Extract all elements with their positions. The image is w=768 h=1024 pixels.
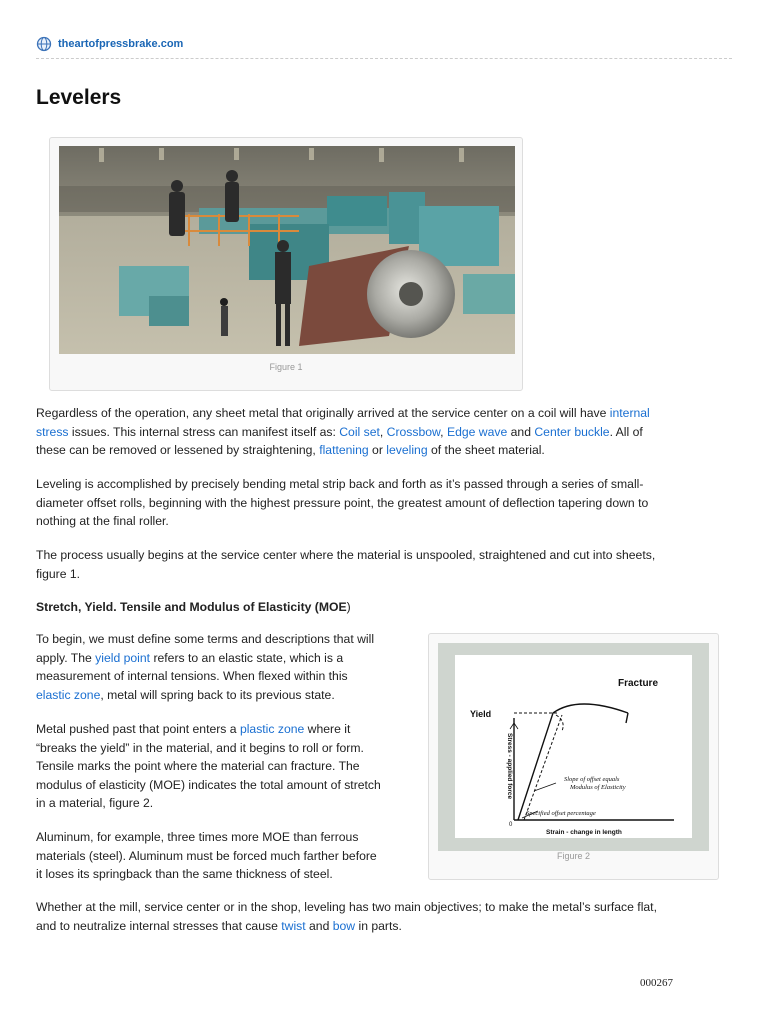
link-edge-wave[interactable]: Edge wave [446, 424, 508, 439]
figure-1-caption: Figure 1 [269, 362, 303, 372]
figure-2 [428, 633, 719, 880]
paragraph-intro: Regardless of the operation, any sheet metal that originally arrived at the service center on a coil will have internal stress issues. This internal stress can manifest itself as: Coil set, Crossbow, Edge wave and Center buckle. All of these can be removed or lessened by straightening, flattening or leveling of the sheet material. [36, 406, 650, 458]
link-center-buckle[interactable]: Center buckle [534, 424, 610, 439]
section-heading: Stretch, Yield. Tensile and Modulus of Elasticity (MOE) [36, 600, 351, 614]
figure-1 [49, 137, 523, 391]
label-y-axis: Stress - applied force [506, 733, 513, 800]
label-offset: Specified offset percentage [526, 810, 596, 817]
paragraph-leveling: Leveling is accomplished by precisely bending metal strip back and forth as it’s passed through a series of small- diameter offset rolls, beginning with the highest pressure point, the greatest amount of deflection tapering down to nothing at the final roller. [36, 477, 649, 529]
link-elastic-zone[interactable]: elastic zone [36, 687, 101, 702]
figure-2-diagram [438, 643, 709, 851]
paragraph-aluminum: Aluminum, for example, three times more MOE than ferrous materials (steel). Aluminum must be forced much farther before it loses its springback than the same thickness of steel. [36, 830, 377, 882]
link-crossbow[interactable]: Crossbow [386, 424, 441, 439]
link-internal-stress-2[interactable]: stress [36, 424, 69, 439]
label-slope: Slope of offset equals [564, 776, 620, 783]
site-header [36, 36, 183, 52]
link-flattening[interactable]: flattening [319, 443, 369, 458]
paragraph-definitions: To begin, we must define some terms and descriptions that will apply. The yield point refers to an elastic state, which is a measurement of internal tensions. When flexed within this elastic zone, metal will spring back to its previous state. [36, 632, 375, 702]
figure-2-caption: Figure 2 [556, 851, 591, 861]
label-yield: Yield [470, 709, 492, 719]
label-origin: 0 [509, 822, 513, 828]
site-link[interactable]: theartofpressbrake.com [58, 38, 184, 50]
paragraph-process: The process usually begins at the service center where the material is unspooled, straightened and cut into sheets, figure 1. [36, 548, 656, 581]
link-yield-point[interactable]: yield point [95, 650, 151, 665]
link-internal-stress[interactable]: internal [609, 406, 650, 420]
header-divider [36, 58, 732, 59]
page-title: Levelers [36, 86, 122, 109]
link-twist[interactable]: twist [281, 918, 306, 933]
globe-icon [36, 36, 52, 52]
paragraph-objectives: Whether at the mill, service center or in the shop, leveling has two main objectives; to make the metal’s surface flat, and to neutralize internal stresses that cause twist and bow in parts. [36, 900, 657, 933]
label-x-axis: Strain - change in length [546, 829, 622, 836]
link-plastic-zone[interactable]: plastic zone [239, 722, 305, 736]
link-coil-set[interactable]: Coil set [339, 424, 380, 439]
label-modulus: Modulus of Elasticity [570, 784, 626, 791]
link-bow[interactable]: bow [332, 918, 356, 933]
page-number: 000267 [640, 977, 673, 989]
label-fracture: Fracture [618, 678, 659, 689]
paragraph-plastic-zone: Metal pushed past that point enters a plastic zone where it “breaks the yield” in the material, and it begins to roll or form. Tensile marks the point where the material can fracture. The modulus of elasticity (MOE) indicates the total amount of stretch in a material, figure 2. [36, 722, 381, 811]
figure-1-photo [59, 146, 515, 354]
link-leveling[interactable]: leveling [386, 443, 428, 458]
